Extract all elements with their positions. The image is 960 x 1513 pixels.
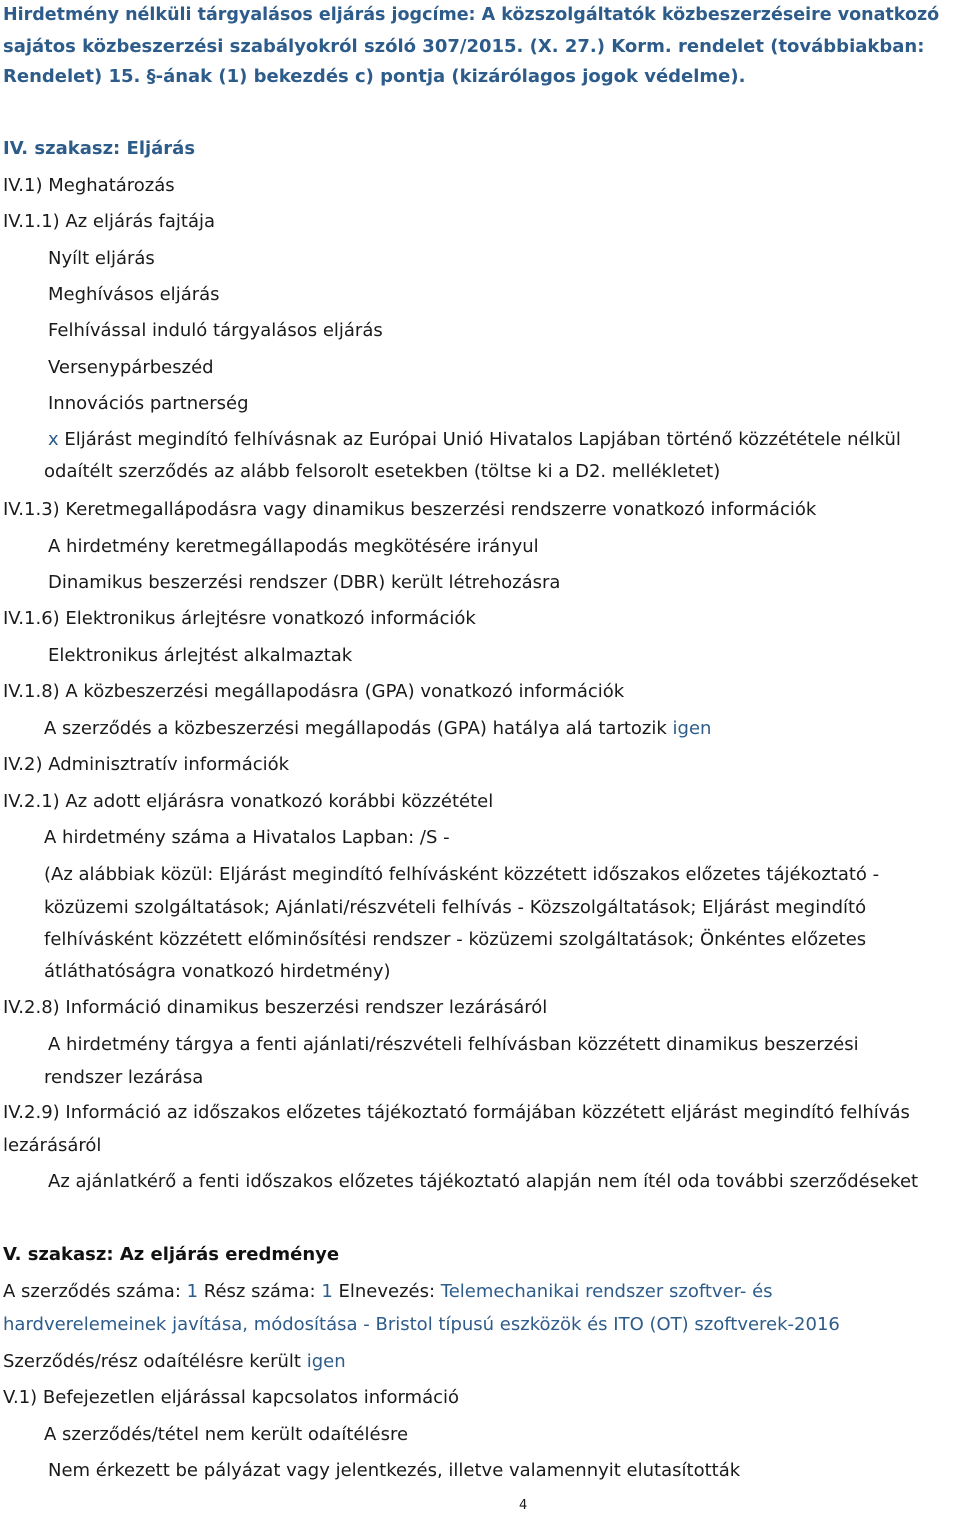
contract-name-value-2: hardverelemeinek javítása, módosítása - Bristol típusú eszközök és ITO (OT) szoftverek-2016 [3,1314,840,1335]
proc-type-restricted: Meghívásos eljárás [48,284,220,305]
iv21-options-4: átláthatóságra vonatkozó hirdetmény) [44,961,391,982]
contract-name-value-1: Telemechanikai rendszer szoftver- és [440,1281,773,1302]
contract-info-line-1 [3,1280,773,1304]
section-5-heading: V. szakasz: Az eljárás eredménye [3,1244,340,1265]
iv21-heading: IV.2.1) Az adott eljárásra vonatkozó korábbi közzététel [3,791,494,812]
iv13-framework: A hirdetmény keretmegállapodás megkötésére irányul [48,536,539,557]
contract-no-value: 1 [186,1281,199,1302]
v1-not-awarded: A szerződés/tétel nem került odaítélésre [44,1424,409,1445]
iv28-text-2: rendszer lezárása [44,1067,204,1088]
iv18-heading: IV.1.8) A közbeszerzési megállapodásra (GPA) vonatkozó információk [3,681,625,702]
part-no-label: Rész száma: [198,1281,322,1302]
iv29-heading-2: lezárásáról [3,1135,102,1156]
awarded-value: igen [306,1351,346,1372]
iv28-heading: IV.2.8) Információ dinamikus beszerzési rendszer lezárásáról [3,997,548,1018]
proc-type-open: Nyílt eljárás [48,248,155,269]
v1-reason: Nem érkezett be pályázat vagy jelentkezés, illetve valamennyit elutasították [48,1460,741,1481]
iv28-text-1: A hirdetmény tárgya a fenti ajánlati/részvételi felhívásban közzétett dinamikus beszerzési [48,1034,859,1055]
legal-basis-line-2: sajátos közbeszerzési szabályokról szóló 307/2015. (X. 27.) Korm. rendelet (továbbiakban: [3,36,925,57]
contract-name-label: Elnevezés: [332,1281,441,1302]
iv29-heading-1: IV.2.9) Információ az időszakos előzetes tájékoztató formájában közzétett eljárást megindító felhívás [3,1102,910,1123]
section-4-heading: IV. szakasz: Eljárás [3,138,196,159]
iv1-heading: IV.1) Meghatározás [3,175,175,196]
proc-type-negotiated: Felhívással induló tárgyalásos eljárás [48,320,383,341]
gpa-value: igen [672,718,712,739]
iv16-heading: IV.1.6) Elektronikus árlejtésre vonatkozó információk [3,608,476,629]
selected-text-2: odaítélt szerződés az alább felsorolt esetekben (töltse ki a D2. mellékletet) [44,461,721,482]
iv13-dps: Dinamikus beszerzési rendszer (DBR) került létrehozásra [48,572,561,593]
iv13-heading: IV.1.3) Keretmegallápodásra vagy dinamikus beszerzési rendszerre vonatkozó információk [3,499,817,520]
iv21-options-2: közüzemi szolgáltatások; Ajánlati/részvételi felhívás - Közszolgáltatások; Eljárást megindító [44,897,867,918]
selected-mark: x [48,429,59,450]
awarded-label: Szerződés/rész odaítélésre került [3,1351,307,1372]
proc-type-dialogue: Versenypárbeszéd [48,357,214,378]
iv21-options-1: (Az alábbiak közül: Eljárást megindító felhívásként közzétett időszakos előzetes tájékoztató - [44,864,880,885]
iv21-options-3: felhívásként közzétett előminősítési rendszer - közüzemi szolgáltatások; Önkéntes előzetes [44,929,867,950]
v1-heading: V.1) Befejezetlen eljárással kapcsolatos információ [3,1387,460,1408]
page-number: 4 [519,1498,528,1513]
iv2-heading: IV.2) Adminisztratív információk [3,754,290,775]
iv18-gpa [44,717,711,741]
part-no-value: 1 [321,1281,333,1302]
proc-type-innovation: Innovációs partnerség [48,393,249,414]
contract-no-label: A szerződés száma: [3,1281,187,1302]
iv16-auction: Elektronikus árlejtést alkalmaztak [48,645,353,666]
proc-type-selected [48,428,901,452]
legal-basis-line-1: Hirdetmény nélküli tárgyalásos eljárás jogcíme: A közszolgáltatók közbeszerzéseire vonatkozó [3,5,940,25]
iv29-text: Az ajánlatkérő a fenti időszakos előzetes tájékoztató alapján nem ítél oda további szerződéseket [48,1171,919,1192]
iv11-heading: IV.1.1) Az eljárás fajtája [3,211,216,232]
selected-text-1: Eljárást megindító felhívásnak az Európai Unió Hivatalos Lapjában történő közzététele nélkül [58,429,901,450]
iv21-oj-number: A hirdetmény száma a Hivatalos Lapban: /S - [44,827,450,848]
gpa-label: A szerződés a közbeszerzési megállapodás (GPA) hatálya alá tartozik [44,718,673,739]
legal-basis-line-3: Rendelet) 15. §-ának (1) bekezdés c) pontja (kizárólagos jogok védelme). [3,66,746,87]
awarded-line [3,1350,346,1374]
